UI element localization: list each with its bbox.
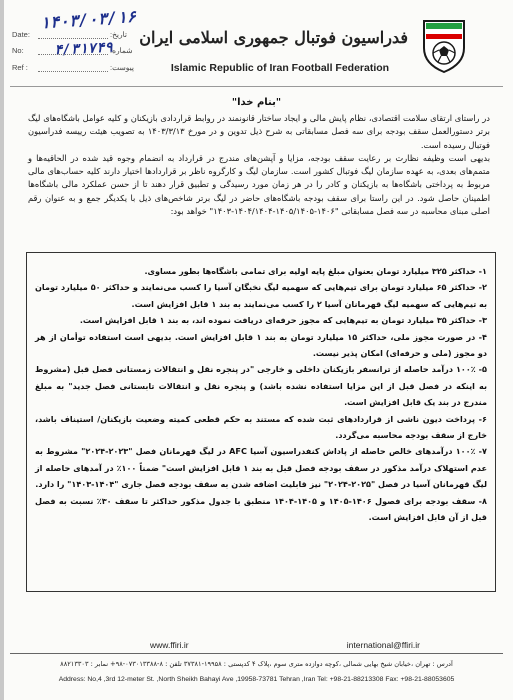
clause-7: ۷- ۱۰۰٪ درآمدهای خالص حاصله از پاداش کنفدراسیون آسیا AFC در لیگ قهرمانان فصل "۲۰۲۳-۲۰۲۴" مشروط به عدم استهلاک درآمد مذکور در سقف بودجه فصل قبل به بند ۱ قابل افزایش است" ضمناً ۱۰۰٪ در آمدهای حاصله از لیگ قهرمانان آسیا در فصل "۲۰۲۵-۲۰۲۴" نیز قابلیت اضافه شدن به سقف بودجه فصل جاری "۱۴۰۴-۱۴۰۳" را دارد.: [35, 446, 487, 490]
handwritten-number: ۴/۳۱۷۴۹: [53, 39, 114, 59]
email-link[interactable]: international@ffiri.ir: [346, 640, 420, 650]
clauses-list: [35, 263, 487, 526]
scan-edge: [0, 0, 4, 700]
intro-paragraph-1: در راستای ارتقای سلامت اقتصادی، نظام پایش مالی و ایجاد ساختار قانونمند در روابط قراردادی بازیکنان و کلیه عوامل باشگاه‌های لیگ برتر دستورالعمل سقف بودجه برای سه فصل مسابقاتی به شرح ذیل تدوین و در مورخ ۱۴۰۳/۳/۱۳ به تصویب هیئت رییسه فدراسیون فوتبال رسیده است.: [28, 113, 490, 150]
number-field: [12, 46, 133, 55]
address-fa: آدرس : تهران ،خیابان شیخ بهایی شمالی ،کوچه دوازده متری سوم ،پلاک ۴ کدپستی : ۱۹۹۵۸-۳۷۳۸۱ تلفن : ۸-۰۷۳۰۱۳۳۸۸-۹۸+ نمابر : ۸۸۲۱۳۳۰۳: [60, 660, 453, 668]
ref-field: [12, 63, 134, 72]
handwritten-date: ۱۴۰۳/۰۳/۱۶: [39, 6, 137, 33]
federation-title-en: Islamic Republic of Iran Football Federation: [170, 62, 390, 74]
clause-8: ۸- سقف بودجه برای فصول ۱۴۰۶-۱۴۰۵ و ۱۴۰۵-۱۴۰۴ منطبق با جدول مذکور حداکثر تا سقف ۳۰٪ نسبت به فصل قبل از آن قابل افزایش است.: [35, 495, 487, 523]
number-label-fa: شماره:: [110, 46, 133, 55]
intro-text: [28, 112, 490, 218]
clause-6: ۶- پرداخت دیون ناشی از قراردادهای ثبت شده که مستند به حکم قطعی کمیته وضعیت بازیکنان/ استیناف باشد، خارج از سقف بودجه محاسبه می‌گردد.: [35, 413, 487, 441]
clause-5: ۵- ۱۰۰٪ درآمد حاصله از ترانسفر بازیکنان داخلی و خارجی "در پنجره نقل و انتقالات زمستانی فصل قبل (مشروط به اینکه در فصل قبل از این مزایا استفاده نشده باشد) و پنجره نقل و انتقالات تابستانی فصل جدید" به مبلغ مندرج در بند یک قابل افزایش است.: [35, 364, 487, 408]
date-label-fa: تاریخ:: [110, 30, 128, 39]
date-label-en: Date:: [12, 30, 30, 39]
ref-label-en: Ref :: [12, 63, 28, 72]
federation-title-fa: فدراسیون فوتبال جمهوری اسلامی ایران: [139, 28, 408, 47]
date-field: [12, 30, 127, 39]
bismillah-heading: "بنام خدا": [231, 97, 282, 108]
clause-1: ۱- حداکثر ۳۲۵ میلیارد تومان بعنوان مبلغ پایه اولیه برای تمامی باشگاه‌ها بطور مساوی.: [144, 266, 487, 276]
header-divider: [10, 86, 503, 87]
intro-paragraph-2: بدیهی است وظیفه نظارت بر رعایت سقف بودجه، مزایا و آپشن‌های مندرج در قرارداد به انضمام وجوه قید شده در الحاقیه‌ها و متمم‌های بعدی، به عهده سازمان لیگ فوتبال کشور است. سازمان لیگ و کارگروه ناظر بر قراردادها اختیار دارند کلیه حساب‌های مالی مربوط به پرداختی باشگاه‌ها به بازیکنان و کادر را در هر زمان مورد رسیدگی و تطبیق قرار دهند تا از حسن عملکرد مالی باشگاه‌ها اطمینان حاصل شود. در این راستا برای سقف بودجه باشگاه‌های حاضر در لیگ برتر شاخص‌های ذیل با یکدیگر جمع و به عنوان رقم اصلی مبنای محاسبه در سه فصل مسابقاتی "۱۴۰۶-۱۴۰۵/۱۴۰۵-۱۴۰۴/۱۴۰۴-۱۴۰۳" خواهد بود:: [28, 152, 490, 217]
number-label-en: No:: [12, 46, 24, 55]
footer-links: [150, 640, 420, 650]
footer-divider: [10, 653, 503, 654]
clause-2: ۲- حداکثر ۶۵ میلیارد تومان برای تیم‌هایی که سهمیه لیگ نخبگان آسیا را کسب می‌نمایند و حداکثر ۵۰ میلیارد تومان به تیم‌هایی که سهمیه لیگ قهرمانان آسیا ۲ را کسب می‌نمایند به بند ۱ قابل افزایش است.: [35, 282, 487, 309]
clause-4: ۴- در صورت مجوز ملی، حداکثر ۱۵ میلیارد تومان به بند ۱ قابل افزایش است. بدیهی است استفاده توأمان از هر دو مجوز (ملی و حرفه‌ای) امکان پذیر نیست.: [35, 331, 487, 359]
address-en: Address: No,4 ,3rd 12-meter St. ,North Sheikh Bahayi Ave ,19958-73781 Tehran ,Iran Tel: +98-21-88213308 Fax: +98-21-88053605: [58, 676, 455, 683]
clause-3: ۳- حداکثر ۳۵ میلیارد تومان به تیم‌هایی که مجوز حرفه‌ای دریافت نموده اند، به بند ۱ قابل افزایش است.: [79, 315, 487, 326]
website-link[interactable]: www.ffiri.ir: [150, 640, 189, 650]
clauses-box: [26, 252, 496, 592]
ref-label-fa: پیوست:: [110, 63, 134, 72]
federation-logo-icon: [420, 18, 468, 74]
